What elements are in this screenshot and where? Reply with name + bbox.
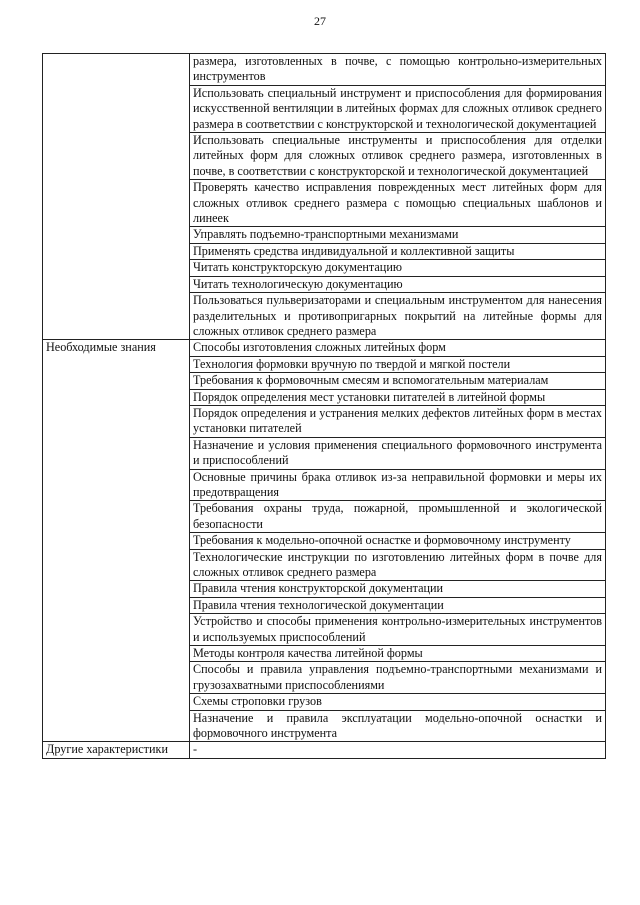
row-category-label: Другие характеристики (43, 742, 190, 758)
row-requirement-text: Использовать специальные инструменты и приспособления для отделки литейных форм для сложных отливок среднего размера, изготовленных в почве, в соответствии с конструкторской и технологической документацией (190, 133, 606, 180)
row-requirement-text: Порядок определения мест установки питателей в литейной формы (190, 389, 606, 405)
row-requirement-text: Технологические инструкции по изготовлению литейных форм в почве для сложных отливок среднего размера (190, 549, 606, 581)
requirements-table (42, 53, 606, 759)
row-category-label: Необходимые знания (43, 340, 190, 742)
table-row (43, 54, 606, 86)
row-requirement-text: Устройство и способы применения контрольно-измерительных инструментов и используемых приспособлений (190, 614, 606, 646)
row-requirement-text: Схемы строповки грузов (190, 694, 606, 710)
row-requirement-text: Основные причины брака отливок из-за неправильной формовки и меры их предотвращения (190, 469, 606, 501)
row-requirement-text: Требования охраны труда, пожарной, промышленной и экологической безопасности (190, 501, 606, 533)
table-row (43, 340, 606, 356)
row-requirement-text: Требования к модельно-опочной оснастке и формовочному инструменту (190, 533, 606, 549)
row-requirement-text: Читать технологическую документацию (190, 276, 606, 292)
table-row (43, 742, 606, 758)
row-requirement-text: Пользоваться пульверизаторами и специальным инструментом для нанесения разделительных и противопригарных покрытий на литейные формы для сложных отливок среднего размера (190, 293, 606, 340)
row-requirement-text: Способы и правила управления подъемно-транспортными механизмами и грузозахватными приспособлениями (190, 662, 606, 694)
row-requirement-text: Правила чтения конструкторской документации (190, 581, 606, 597)
row-requirement-text: Назначение и условия применения специального формовочного инструмента и приспособлений (190, 437, 606, 469)
row-requirement-text: Порядок определения и устранения мелких дефектов литейных форм в местах установки питателей (190, 405, 606, 437)
row-requirement-text: Использовать специальный инструмент и приспособления для формирования искусственной вентиляции в литейных формах для сложных отливок среднего размера в соответствии с конструкторской и технологической документацией (190, 85, 606, 132)
row-requirement-text: Читать конструкторскую документацию (190, 260, 606, 276)
row-requirement-text: - (190, 742, 606, 758)
table-body (43, 54, 606, 759)
row-requirement-text: Назначение и правила эксплуатации модельно-опочной оснастки и формовочного инструмента (190, 710, 606, 742)
row-category-label (43, 54, 190, 340)
row-requirement-text: Способы изготовления сложных литейных форм (190, 340, 606, 356)
row-requirement-text: Применять средства индивидуальной и коллективной защиты (190, 243, 606, 259)
row-requirement-text: Правила чтения технологической документации (190, 597, 606, 613)
row-requirement-text: Требования к формовочным смесям и вспомогательным материалам (190, 373, 606, 389)
row-requirement-text: Управлять подъемно-транспортными механизмами (190, 227, 606, 243)
page-number: 27 (314, 14, 326, 28)
row-requirement-text: Проверять качество исправления поврежденных мест литейных форм для сложных отливок среднего размера с помощью специальных шаблонов и линеек (190, 180, 606, 227)
row-requirement-text: Методы контроля качества литейной формы (190, 646, 606, 662)
row-requirement-text: Технология формовки вручную по твердой и мягкой постели (190, 356, 606, 372)
row-requirement-text: размера, изготовленных в почве, с помощью контрольно-измерительных инструментов (190, 54, 606, 86)
